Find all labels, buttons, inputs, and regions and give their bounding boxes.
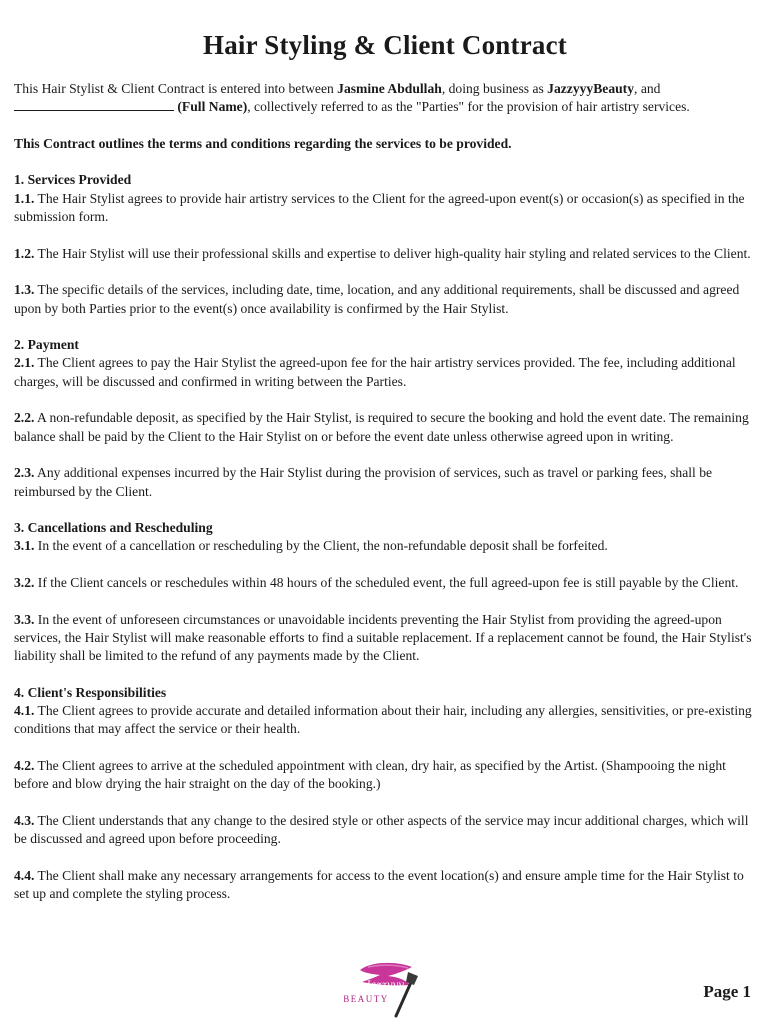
document-title: Hair Styling & Client Contract <box>203 30 567 60</box>
client-name-blank[interactable] <box>14 98 174 111</box>
clause-number: 2.2. <box>14 410 35 426</box>
section-client-responsibilities <box>14 684 756 904</box>
clause-text: The Client agrees to arrive at the scheduled appointment with clean, dry hair, as specified by the Artist. (Shampooing the night before and blow drying the hair straight on the day of the booking.) <box>14 757 726 792</box>
section-heading: 2. Payment <box>14 337 79 353</box>
intro-text-4: , collectively referred to as the "Parties" for the provision of hair artistry services. <box>247 99 690 115</box>
section-cancellations <box>14 519 756 665</box>
section-services <box>14 171 756 317</box>
clause-number: 3.3. <box>14 611 35 627</box>
clause <box>14 354 756 391</box>
clause-number: 3.1. <box>14 538 35 554</box>
clause <box>14 812 756 849</box>
section-payment <box>14 336 756 501</box>
intro-text-1: This Hair Stylist & Client Contract is entered into between <box>14 81 338 96</box>
clause <box>14 409 756 446</box>
outline-paragraph <box>14 135 756 153</box>
clause <box>14 190 756 227</box>
page-number: Page 1 <box>703 982 751 1001</box>
jazzyyy-beauty-logo <box>338 958 428 1020</box>
intro-text-2: , doing business as <box>441 81 548 96</box>
clause-number: 1.2. <box>14 245 35 261</box>
clause-text: In the event of unforeseen circumstances or unavoidable incidents preventing the Hair Stylist from providing the agreed-upon services, the Hair Stylist will make reasonable efforts to find a suitable replacement. If a replacement cannot be found, the Hair Stylist's liability shall be limited to the refund of any payments made by the Client. <box>14 611 752 664</box>
stylist-name: Jasmine Abdullah <box>337 81 442 96</box>
clause-number: 4.4. <box>14 867 35 883</box>
clause-number: 1.3. <box>14 282 35 298</box>
clause <box>14 702 756 739</box>
clause-text: The Hair Stylist will use their professional skills and expertise to deliver high-quality hair styling and related services to the Client. <box>34 245 751 261</box>
intro-text-3: , and <box>634 81 661 96</box>
section-heading: 1. Services Provided <box>14 172 132 188</box>
clause-text: If the Client cancels or reschedules within 48 hours of the scheduled event, the full agreed-upon fee is still payable by the Client. <box>34 575 739 591</box>
document-body <box>14 80 756 903</box>
clause-text: The Client agrees to pay the Hair Stylist the agreed-upon fee for the hair artistry services provided. The fee, including additional charges, will be discussed and confirmed in writing between the Parties. <box>14 355 736 389</box>
clause-text: The specific details of the services, including date, time, location, and any additional requirements, shall be discussed and agreed upon by both Parties prior to the event(s) once availability is confirmed by the Hair Stylist. <box>14 282 740 316</box>
clause-number: 4.2. <box>14 757 35 773</box>
clause <box>14 245 756 263</box>
clause-number: 2.1. <box>14 355 35 371</box>
clause-text: The Hair Stylist agrees to provide hair artistry services to the Client for the agreed-upon event(s) or occasion(s) as specified in the submission form. <box>14 190 745 225</box>
clause <box>14 464 756 501</box>
clause-text: In the event of a cancellation or rescheduling by the Client, the non-refundable deposit shall be forfeited. <box>34 538 608 554</box>
full-name-label: (Full Name) <box>177 99 248 115</box>
intro-paragraph <box>14 80 756 117</box>
clause-number: 1.1. <box>14 190 35 206</box>
business-name: JazzyyyBeauty <box>547 81 635 96</box>
clause-text: The Client shall make any necessary arrangements for access to the event location(s) and ensure ample time for the Hair Stylist to set up and complete the styling process. <box>14 867 744 902</box>
clause-text: Any additional expenses incurred by the Hair Stylist during the provision of services, such as travel or parking fees, shall be reimbursed by the Client. <box>14 465 713 499</box>
clause-text: The Client understands that any change to the desired style or other aspects of the service may incur additional charges, which will be discussed and agreed upon before proceeding. <box>14 812 749 847</box>
clause-text: A non-refundable deposit, as specified by the Hair Stylist, is required to secure the booking and hold the event date. The remaining balance shall be paid by the Client to the Hair Stylist on or before the event date unless otherwise agreed upon in writing. <box>14 410 749 444</box>
clause-number: 4.1. <box>14 703 35 719</box>
clause-text: The Client agrees to provide accurate and detailed information about their hair, including any allergies, sensitivities, or pre-existing conditions that may affect the service or their health. <box>14 703 752 737</box>
clause <box>14 757 756 794</box>
clause-number: 3.2. <box>14 575 35 591</box>
clause <box>14 574 756 592</box>
clause <box>14 281 756 318</box>
clause-number: 4.3. <box>14 812 35 828</box>
clause <box>14 611 756 666</box>
clause <box>14 537 756 555</box>
section-heading: 4. Client's Responsibilities <box>14 684 167 700</box>
section-heading: 3. Cancellations and Rescheduling <box>14 520 213 536</box>
logo-script-text: Jazzyyy <box>366 980 404 991</box>
clause-number: 2.3. <box>14 465 35 481</box>
clause <box>14 867 756 904</box>
outline-text: This Contract outlines the terms and conditions regarding the services to be provided. <box>14 135 512 151</box>
logo-beauty-text: BEAUTY <box>343 994 389 1004</box>
